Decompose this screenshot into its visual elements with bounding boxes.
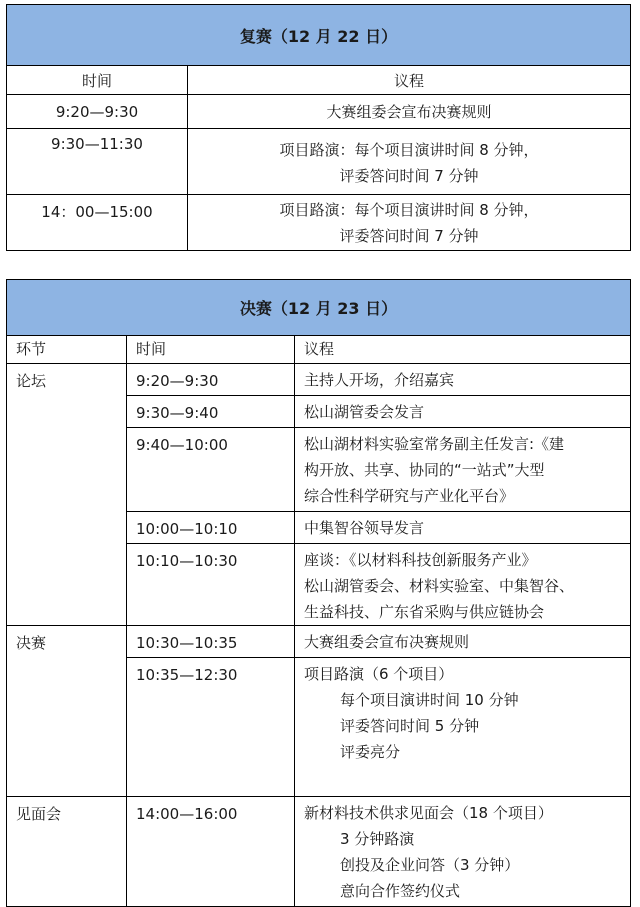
final-title: 决赛（12 月 23 日） [7,280,631,336]
time-cell: 10:35—12:30 [127,658,295,797]
agenda-line: 松山湖管委会、材料实验室、中集智谷、 [304,577,575,595]
time-cell: 10:00—10:10 [127,512,295,544]
final-schedule-table [6,279,631,907]
agenda-cell [295,626,631,658]
agenda-line: 创投及企业问答（3 分钟） [340,856,520,874]
agenda-line: 松山湖材料实验室常务副主任发言:《建 [304,435,565,453]
agenda-line: 综合性科学研究与产业化平台》 [304,487,515,505]
final-col-time: 时间 [127,336,295,364]
agenda-line: 项目路演：每个项目演讲时间 8 分钟， [279,201,539,219]
agenda-cell [295,512,631,544]
time-cell: 10:30—10:35 [127,626,295,658]
agenda-line: 项目路演（6 个项目） [304,665,454,683]
agenda-line: 评委答问时间 5 分钟 [340,717,480,735]
section-final: 决赛 [7,626,127,797]
agenda-line: 松山湖管委会发言 [304,403,425,421]
table-row [7,95,631,129]
agenda-line: 评委答问时间 7 分钟 [339,227,479,245]
prelim-col-agenda: 议程 [188,66,631,95]
prelim-col-time: 时间 [7,66,188,95]
table-row [7,195,631,251]
section-forum: 论坛 [7,364,127,626]
section-meeting: 见面会 [7,797,127,907]
agenda-cell [295,797,631,907]
agenda-line: 评委亮分 [340,743,401,761]
agenda-cell [295,364,631,396]
time-cell: 9:20—9:30 [127,364,295,396]
agenda-cell [188,195,631,251]
table-row [7,129,631,195]
agenda-cell [295,544,631,626]
agenda-line: 生益科技、广东省采购与供应链协会 [304,603,545,621]
agenda-line: 中集智谷领导发言 [304,519,425,537]
agenda-line: 大赛组委会宣布决赛规则 [326,102,492,121]
agenda-line: 每个项目演讲时间 10 分钟 [340,691,519,709]
agenda-line: 新材料技术供求见面会（18 个项目） [304,804,553,822]
agenda-line: 座谈：《以材料科技创新服务产业》 [304,551,537,569]
table-row [7,364,631,396]
time-cell: 9:20—9:30 [7,95,188,129]
time-cell: 14：00—15:00 [7,195,188,251]
agenda-line: 项目路演：每个项目演讲时间 8 分钟， [279,140,539,159]
final-col-section: 环节 [7,336,127,364]
agenda-line: 构开放、共享、协同的“一站式”大型 [304,461,545,479]
agenda-cell [295,658,631,797]
time-cell: 9:30—11:30 [7,129,188,195]
final-col-agenda: 议程 [295,336,631,364]
agenda-line: 3 分钟路演 [340,830,415,848]
time-cell: 9:30—9:40 [127,396,295,428]
agenda-line: 大赛组委会宣布决赛规则 [304,633,470,651]
agenda-line: 评委答问时间 7 分钟 [339,166,479,185]
agenda-line: 主持人开场，介绍嘉宾 [304,371,455,389]
agenda-cell [188,129,631,195]
agenda-cell [295,428,631,512]
agenda-cell [188,95,631,129]
time-cell: 9:40—10:00 [127,428,295,512]
table-row [7,797,631,907]
prelim-title: 复赛（12 月 22 日） [7,5,631,66]
agenda-line: 意向合作签约仪式 [340,882,461,900]
prelim-schedule-table [6,4,631,251]
table-row [7,626,631,658]
agenda-cell [295,396,631,428]
time-cell: 14:00—16:00 [127,797,295,907]
time-cell: 10:10—10:30 [127,544,295,626]
